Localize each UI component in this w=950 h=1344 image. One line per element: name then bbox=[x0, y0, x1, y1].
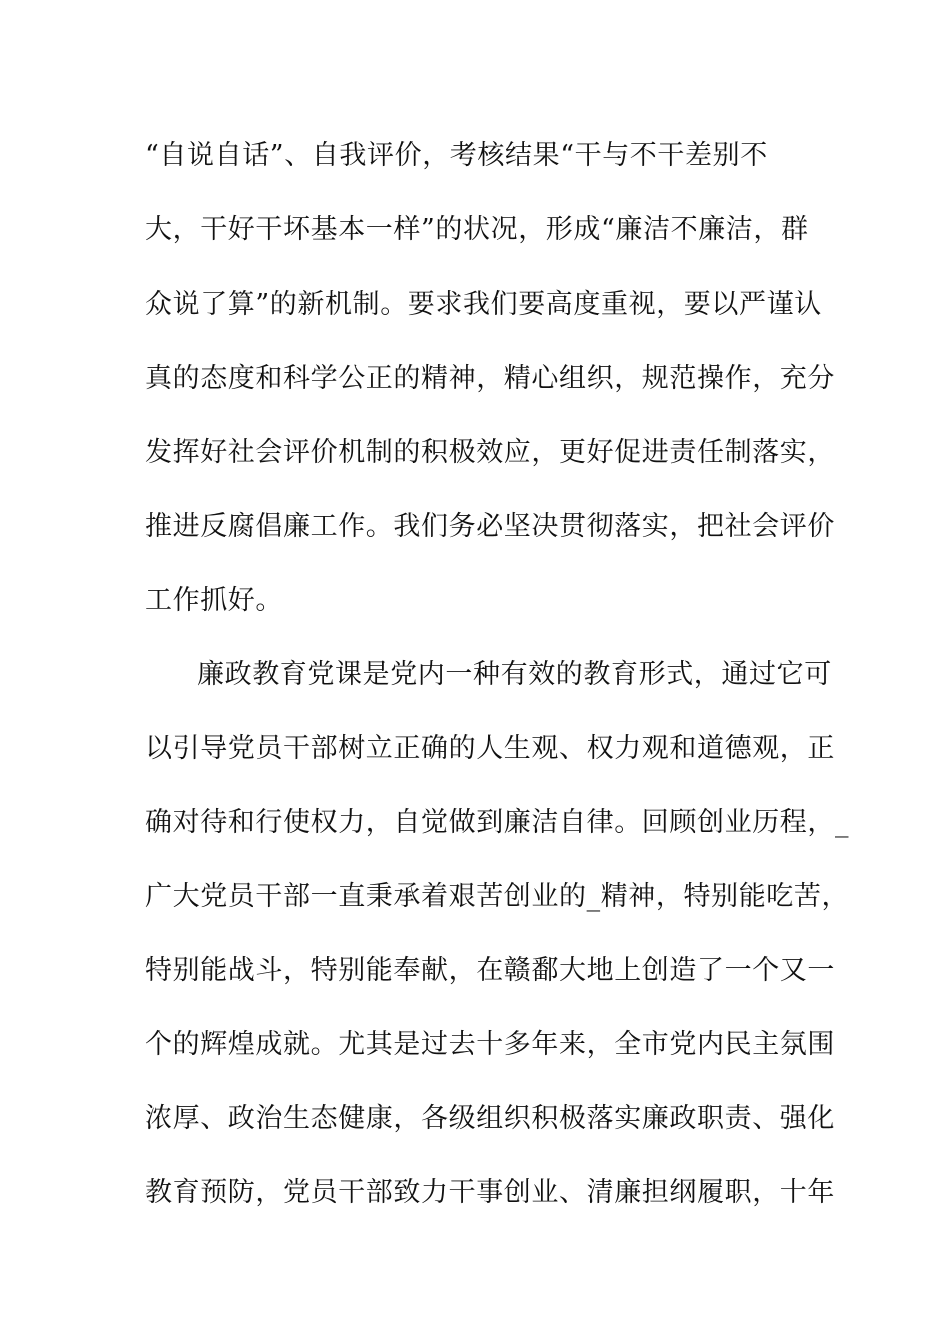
text-line-5: 发挥好社会评价机制的积极效应，更好促进责任制落实， bbox=[145, 437, 835, 468]
text-line-7: 工作抓好。 bbox=[145, 585, 283, 616]
text-line-10: 确对待和行使权力，自觉做到廉洁自律。回顾创业历程，_ bbox=[145, 807, 850, 838]
text-line-8: 廉政教育党课是党内一种有效的教育形式，通过它可 bbox=[197, 659, 832, 690]
text-line-2: 大，干好干坏基本一样”的状况，形成“廉洁不廉洁，群 bbox=[145, 214, 809, 245]
text-line-15: 教育预防，党员干部致力干事创业、清廉担纲履职，十年 bbox=[145, 1177, 835, 1208]
text-line-4: 真的态度和科学公正的精神，精心组织，规范操作，充分 bbox=[145, 363, 835, 394]
text-line-11: 广大党员干部一直秉承着艰苦创业的_精神，特别能吃苦， bbox=[145, 881, 850, 912]
text-line-9: 以引导党员干部树立正确的人生观、权力观和道德观，正 bbox=[145, 733, 835, 764]
text-line-14: 浓厚、政治生态健康，各级组织积极落实廉政职责、强化 bbox=[145, 1103, 835, 1134]
text-line-1: “自说自话”、自我评价，考核结果“干与不干差别不 bbox=[145, 140, 768, 171]
text-line-6: 推进反腐倡廉工作。我们务必坚决贯彻落实，把社会评价 bbox=[145, 511, 835, 542]
text-line-13: 个的辉煌成就。尤其是过去十多年来，全市党内民主氛围 bbox=[145, 1029, 835, 1060]
text-line-12: 特别能战斗，特别能奉献，在赣鄱大地上创造了一个又一 bbox=[145, 955, 835, 986]
text-line-3: 众说了算”的新机制。要求我们要高度重视，要以严谨认 bbox=[145, 289, 822, 320]
